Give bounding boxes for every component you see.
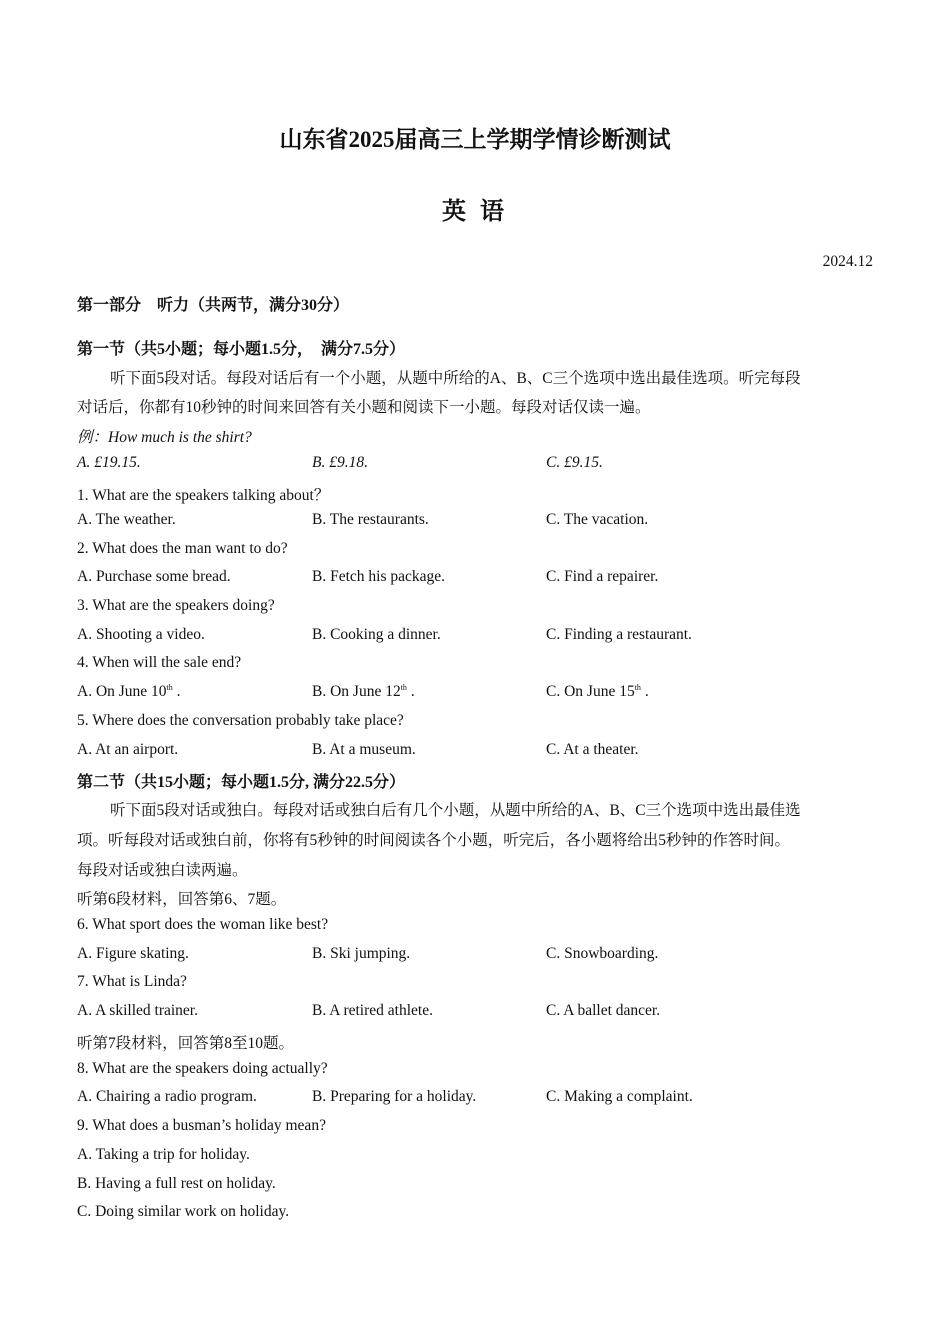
exam-title: 山东省2025届高三上学期学情诊断测试 <box>279 127 671 152</box>
q9-option-c: C. Doing similar work on holiday. <box>77 1203 290 1220</box>
section2-heading: 第二节（共15小题；每小题1.5分, 满分22.5分） <box>77 774 406 791</box>
q5-option-c: C. At a theater. <box>546 741 639 758</box>
q5-option-b: B. At a museum. <box>312 741 416 758</box>
q8-option-a: A. Chairing a radio program. <box>77 1088 257 1105</box>
q1-option-c: C. The vacation. <box>546 511 649 528</box>
q2-option-c: C. Find a repairer. <box>546 568 659 585</box>
q2-option-b: B. Fetch his package. <box>312 568 446 585</box>
example-option-c: C. £9.15. <box>546 454 603 471</box>
q9-option-a: A. Taking a trip for holiday. <box>77 1146 250 1163</box>
question-6: 6. What sport does the woman like best? <box>77 916 329 933</box>
question-8: 8. What are the speakers doing actually? <box>77 1060 328 1077</box>
q7-option-a: A. A skilled trainer. <box>77 1002 198 1019</box>
q1-option-b: B. The restaurants. <box>312 511 429 528</box>
part1-heading: 第一部分 听力（共两节，满分30分） <box>77 297 350 314</box>
question-5: 5. Where does the conversation probably take place? <box>77 712 404 729</box>
q6-option-b: B. Ski jumping. <box>312 945 411 962</box>
section1-instruction-line: 对话后，你都有10秒钟的时间来回答有关小题和阅读下一小题。每段对话仅读一遍。 <box>77 399 651 416</box>
section1-heading: 第一节（共5小题；每小题1.5分， 满分7.5分） <box>77 341 406 358</box>
q8-option-b: B. Preparing for a holiday. <box>312 1088 477 1105</box>
example-question: 例：How much is the shirt? <box>77 429 252 446</box>
question-1: 1. What are the speakers talking about？ <box>77 487 330 504</box>
section2-instruction-line: 每段对话或独白读两遍。 <box>77 862 248 879</box>
q3-option-b: B. Cooking a dinner. <box>312 626 441 643</box>
section2-instruction-line: 项。听每段对话或独白前，你将有5秒钟的时间阅读各个小题，听完后，各小题将给出5秒钟的作答时间。 <box>77 832 791 849</box>
material-7-note: 听第7段材料，回答第8至10题。 <box>77 1035 295 1052</box>
question-2: 2. What does the man want to do? <box>77 540 288 557</box>
q7-option-b: B. A retired athlete. <box>312 1002 433 1019</box>
material-6-note: 听第6段材料，回答第6、7题。 <box>77 891 287 908</box>
q3-option-c: C. Finding a restaurant. <box>546 626 692 643</box>
q2-option-a: A. Purchase some bread. <box>77 568 231 585</box>
section1-instruction-line: 听下面5段对话。每段对话后有一个小题，从题中所给的A、B、C三个选项中选出最佳选项。听完每段 <box>110 370 801 387</box>
question-3: 3. What are the speakers doing? <box>77 597 275 614</box>
question-7: 7. What is Linda? <box>77 973 187 990</box>
q9-option-b: B. Having a full rest on holiday. <box>77 1175 276 1192</box>
example-option-b: B. £9.18. <box>312 454 368 471</box>
question-4: 4. When will the sale end? <box>77 654 242 671</box>
exam-date: 2024.12 <box>822 253 873 270</box>
section2-instruction-line: 听下面5段对话或独白。每段对话或独白后有几个小题，从题中所给的A、B、C三个选项中选出最佳选 <box>110 802 801 819</box>
example-option-a: A. £19.15. <box>77 454 141 471</box>
q1-option-a: A. The weather. <box>77 511 176 528</box>
q8-option-c: C. Making a complaint. <box>546 1088 693 1105</box>
q5-option-a: A. At an airport. <box>77 741 179 758</box>
q7-option-c: C. A ballet dancer. <box>546 1002 661 1019</box>
q4-option-a: A. On June 10th . <box>77 683 181 700</box>
q6-option-c: C. Snowboarding. <box>546 945 659 962</box>
q4-option-b: B. On June 12th . <box>312 683 415 700</box>
question-9: 9. What does a busman’s holiday mean? <box>77 1117 326 1134</box>
q6-option-a: A. Figure skating. <box>77 945 189 962</box>
q3-option-a: A. Shooting a video. <box>77 626 205 643</box>
subject-title: 英 语 <box>442 199 508 225</box>
q4-option-c: C. On June 15th . <box>546 683 649 700</box>
